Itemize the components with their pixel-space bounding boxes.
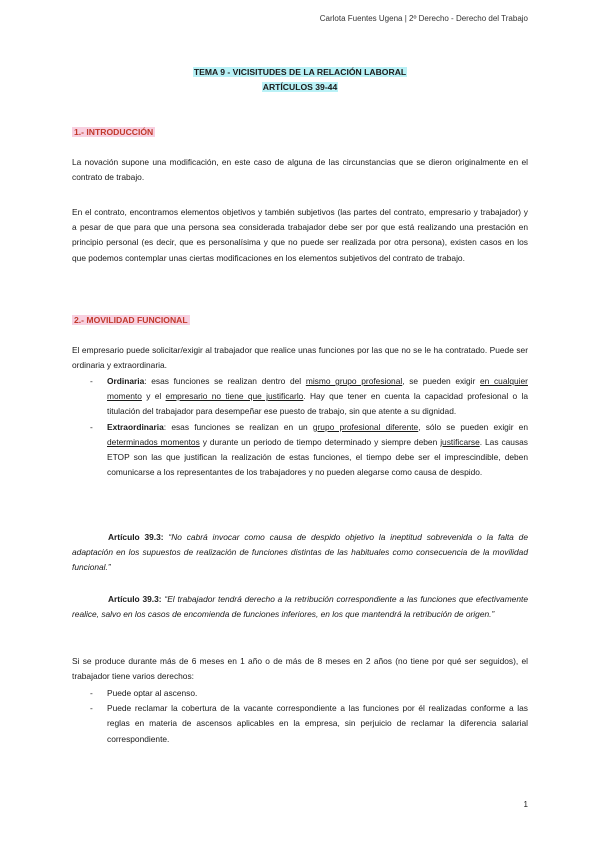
article-quote-1 — [72, 530, 528, 576]
list-dash: - — [90, 376, 93, 386]
underlined-text: mismo grupo profesional — [305, 376, 403, 386]
derechos-list — [72, 686, 528, 747]
list-item — [72, 701, 528, 747]
list-text: : esas funciones se realizan en un — [163, 421, 313, 432]
list-text: Puede reclamar la cobertura de la vacante correspondiente a las funciones por él realizadas conforme a las reglas en materia de ascensos aplicables en la empresa, sin perjuicio de reclamar la diferencia salarial correspondiente. — [107, 703, 528, 744]
reference-separator: : — [158, 594, 165, 604]
section-heading-introduccion — [72, 127, 155, 137]
page-header: Carlota Fuentes Ugena | 2º Derecho - Derecho del Trabajo — [319, 14, 528, 23]
list-dash: - — [90, 688, 93, 698]
underlined-text: determinados momentos — [107, 436, 200, 447]
article-reference: Artículo 39.3 — [108, 532, 161, 542]
document-title — [0, 67, 600, 77]
quote-text: “No cabrá invocar como causa de despido objetivo la ineptitud sobrevenida o la falta de adaptación en los supuestos de realización de funciones distintas de las habituales como consecuencia de la movilidad funcional.” — [72, 532, 528, 573]
underlined-text: grupo profesional diferente — [312, 421, 419, 432]
list-dash: - — [90, 703, 93, 714]
list-text: y el — [141, 391, 166, 402]
list-text: . Hay que tener en cuenta la capacidad profesional o la titulación del trabajador para desempeñar ese puesto de trabajo, sin que atente a su dignidad. — [107, 391, 528, 417]
quote-text: “El trabajador tendrá derecho a la retribución correspondiente a las funciones que efectivamente realice, salvo en los casos de encomienda de funciones inferiores, en los que mantendrá la retribución de origen.” — [72, 594, 528, 620]
list-text: : esas funciones se realizan dentro del — [144, 376, 306, 386]
list-text: Puede optar al ascenso. — [107, 688, 198, 698]
list-item — [72, 686, 528, 701]
movilidad-intro-paragraph: El empresario puede solicitar/exigir al trabajador que realice unas funciones por las que no se le ha contratado. Puede ser ordinaria y extraordinaria. — [72, 345, 528, 371]
underlined-text: en cualquier momento — [107, 376, 528, 402]
intro-paragraph-2: En el contrato, encontramos elementos objetivos y también subjetivos (las partes del contrato, empresario y trabajador) y a pesar de que para que una persona sea considerada trabajador debe ser por que está realizando una prestación en principio personal (es decir, que es personalísima y que no puede ser realizada por otra persona), existen casos en los que podemos contemplar unas ciertas modificaciones en los elementos subjetivos del contrato de trabajo. — [72, 207, 528, 263]
underlined-text: justificarse — [440, 436, 480, 447]
article-reference: Artículo 39.3 — [108, 594, 159, 604]
term-ordinaria: Ordinaria — [107, 376, 145, 386]
intro-paragraph-1: La novación supone una modificación, en este caso de alguna de las circunstancias que se dieron originalmente en el contrato de trabajo. — [72, 157, 528, 183]
movilidad-types-list — [72, 374, 528, 480]
page-number: 1 — [523, 800, 528, 809]
underlined-text: empresario no tiene que justificarlo — [165, 391, 304, 402]
title-line-2: ARTÍCULOS 39-44 — [262, 82, 338, 92]
list-text: , se pueden exigir — [402, 376, 480, 386]
term-extraordinaria: Extraordinaria — [107, 421, 164, 432]
list-text: y durante un periodo de tiempo determinado y siempre deben — [199, 436, 441, 447]
title-line-1: TEMA 9 - VICISITUDES DE LA RELACIÓN LABORAL — [193, 67, 407, 77]
list-item-ordinaria — [72, 374, 528, 420]
document-subtitle — [0, 82, 600, 92]
reference-separator: : — [160, 532, 169, 542]
section-heading-movilidad-funcional — [72, 315, 190, 325]
section-heading-text: 2.- MOVILIDAD FUNCIONAL — [74, 315, 188, 325]
list-text: , sólo se pueden exigir en — [418, 421, 529, 432]
list-item-extraordinaria — [72, 420, 528, 481]
section-heading-text: 1.- INTRODUCCIÓN — [74, 127, 154, 137]
derechos-intro-paragraph: Si se produce durante más de 6 meses en 1 año o de más de 8 meses en 2 años (no tiene por qué ser seguidos), el trabajador tiene varios derechos: — [72, 656, 528, 682]
list-text: . Las causas ETOP son las que justifican la realización de estas funciones, el tiempo debe ser el imprescindible, deben comunicarse a los representantes de los trabajadores y no pueden alegarse como causa de despido. — [107, 436, 528, 478]
article-quote-2 — [72, 592, 528, 622]
list-dash: - — [90, 421, 93, 432]
